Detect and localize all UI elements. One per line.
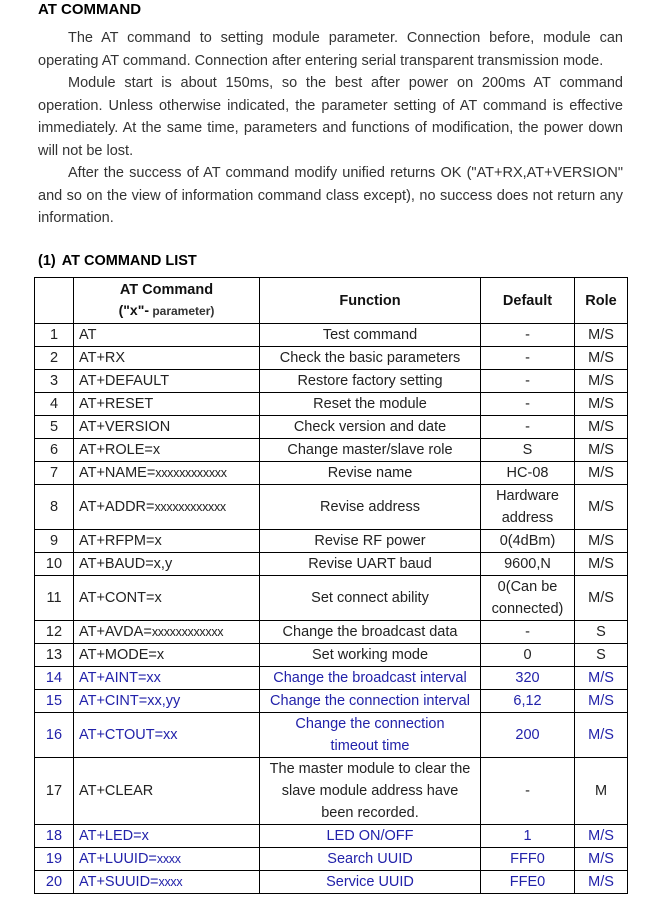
function-line: been recorded. [321,805,419,821]
row-function: Revise RF power [260,530,481,553]
table-header-row [35,278,628,324]
row-function: Change the connection interval [260,690,481,713]
row-default: - [481,416,575,439]
table-row-highlighted [35,690,628,713]
header-function: Function [260,278,481,324]
row-function: Check the basic parameters [260,347,481,370]
row-command: AT+RESET [74,393,260,416]
row-command: AT+DEFAULT [74,370,260,393]
table-row [35,553,628,576]
header-no [35,278,74,324]
header-command-label: AT Command [119,282,214,298]
row-default: 1 [481,825,575,848]
row-role: M/S [575,690,628,713]
row-role: M/S [575,416,628,439]
table-row [35,758,628,825]
table-row [35,644,628,667]
table-row-highlighted [35,848,628,871]
row-role: M/S [575,324,628,347]
row-role: M/S [575,553,628,576]
table-row [35,416,628,439]
row-command: AT+CTOUT=xx [74,713,260,758]
row-function: Set connect ability [260,576,481,621]
row-role: M/S [575,439,628,462]
row-function: Set working mode [260,644,481,667]
paragraph-text: Module start is about 150ms, so the best after power on 200ms AT command operation. Unless otherwise indicated, the parameter setting of AT command is effective immediately. At the same time, parameters and functions of modification, the power down will not be lost. [38,75,623,159]
row-default: - [481,393,575,416]
row-function: LED ON/OFF [260,825,481,848]
row-default: - [481,324,575,347]
page-heading: AT COMMAND [38,1,142,18]
row-default: - [481,621,575,644]
row-default: - [481,347,575,370]
row-default: 6,12 [481,690,575,713]
row-default: - [481,758,575,825]
table-row-highlighted [35,871,628,894]
paragraph-text: The AT command to setting module parameter. Connection before, module can operating AT command. Connection after entering serial transparent transmission mode. [38,30,623,69]
section-number: (1) [38,253,56,269]
row-function: Revise UART baud [260,553,481,576]
function-line: Change the connection [295,716,445,732]
row-command: AT+RX [74,347,260,370]
table-row [35,324,628,347]
row-command: AT+RFPM=x [74,530,260,553]
table-row [35,370,628,393]
row-number: 11 [35,576,74,621]
row-function [260,713,481,758]
default-line: 0(Can be [497,579,558,595]
command-param: xxxx [158,875,183,889]
command-prefix: AT+ADDR= [79,499,155,515]
header-note-param: parameter) [149,304,215,318]
row-default: - [481,370,575,393]
row-command: AT+LED=x [74,825,260,848]
row-default [481,576,575,621]
header-command [74,278,260,324]
row-default: 0 [481,644,575,667]
row-role: S [575,621,628,644]
row-command [74,848,260,871]
row-role: M/S [575,462,628,485]
row-number: 16 [35,713,74,758]
function-line: timeout time [330,738,410,754]
default-line: Hardware [496,488,559,504]
table-row [35,530,628,553]
row-role: M/S [575,370,628,393]
intro-paragraph-2 [38,72,623,162]
row-function: Change master/slave role [260,439,481,462]
row-number: 18 [35,825,74,848]
row-number: 10 [35,553,74,576]
command-param: xxxxxxxxxxxx [155,466,227,480]
row-function: Revise address [260,485,481,530]
table-row [35,462,628,485]
row-role: M/S [575,576,628,621]
row-number: 8 [35,485,74,530]
row-number: 5 [35,416,74,439]
row-default: 320 [481,667,575,690]
section-title-text: AT COMMAND LIST [61,253,197,269]
row-number: 14 [35,667,74,690]
row-command: AT+VERSION [74,416,260,439]
row-number: 9 [35,530,74,553]
table-row [35,485,628,530]
section-title [38,253,197,269]
row-number: 7 [35,462,74,485]
command-prefix: AT+NAME= [79,465,156,481]
table-row-highlighted [35,667,628,690]
table-row-highlighted [35,825,628,848]
row-number: 15 [35,690,74,713]
row-function: Service UUID [260,871,481,894]
row-function: Change the broadcast data [260,621,481,644]
row-function: Check version and date [260,416,481,439]
header-role: Role [575,278,628,324]
row-default: FFF0 [481,848,575,871]
row-role: M/S [575,871,628,894]
row-default: 9600,N [481,553,575,576]
default-line: address [501,510,554,526]
row-role: M/S [575,347,628,370]
row-function: Reset the module [260,393,481,416]
function-line: slave module address have [281,783,459,799]
row-number: 19 [35,848,74,871]
command-param: xxxx [156,852,181,866]
table-row [35,439,628,462]
row-function: Change the broadcast interval [260,667,481,690]
intro-paragraph-1 [38,27,623,72]
function-line: The master module to clear the [269,761,471,777]
row-number: 12 [35,621,74,644]
header-command-note [79,300,254,321]
row-command [74,485,260,530]
row-number: 6 [35,439,74,462]
header-note-x: ("x"- [118,302,149,318]
row-role: M [575,758,628,825]
row-command [74,462,260,485]
table-row [35,621,628,644]
table-row [35,347,628,370]
row-role: M/S [575,667,628,690]
row-default [481,485,575,530]
row-function: Restore factory setting [260,370,481,393]
at-command-table [34,277,628,894]
row-role: M/S [575,485,628,530]
row-command: AT+CINT=xx,yy [74,690,260,713]
row-number: 17 [35,758,74,825]
table-row [35,576,628,621]
row-role: M/S [575,530,628,553]
row-role: M/S [575,848,628,871]
row-command: AT+CONT=x [74,576,260,621]
row-command: AT+ROLE=x [74,439,260,462]
row-default: 200 [481,713,575,758]
row-default: FFE0 [481,871,575,894]
header-default: Default [481,278,575,324]
row-function: Revise name [260,462,481,485]
row-number: 13 [35,644,74,667]
row-role: M/S [575,393,628,416]
default-line: connected) [491,601,564,617]
command-prefix: AT+LUUID= [79,851,157,867]
row-function: Test command [260,324,481,347]
row-role: M/S [575,713,628,758]
row-default: 0(4dBm) [481,530,575,553]
row-function [260,758,481,825]
row-role: S [575,644,628,667]
command-prefix: AT+AVDA= [79,624,152,640]
row-default: HC-08 [481,462,575,485]
row-command [74,871,260,894]
table-row [35,393,628,416]
row-command: AT+AINT=xx [74,667,260,690]
row-command: AT [74,324,260,347]
row-command: AT+CLEAR [74,758,260,825]
row-number: 20 [35,871,74,894]
row-command: AT+MODE=x [74,644,260,667]
command-prefix: AT+SUUID= [79,874,159,890]
paragraph-text: After the success of AT command modify unified returns OK ("AT+RX,AT+VERSION" and so on the view of information command class except), no success does not return any information. [38,165,623,226]
row-number: 3 [35,370,74,393]
row-number: 4 [35,393,74,416]
row-default: S [481,439,575,462]
row-number: 1 [35,324,74,347]
command-param: xxxxxxxxxxxx [151,625,224,639]
row-number: 2 [35,347,74,370]
table-row-highlighted [35,713,628,758]
command-param: xxxxxxxxxxxx [154,500,226,514]
row-function: Search UUID [260,848,481,871]
row-command: AT+BAUD=x,y [74,553,260,576]
row-command [74,621,260,644]
intro-paragraph-3 [38,162,623,230]
row-role: M/S [575,825,628,848]
